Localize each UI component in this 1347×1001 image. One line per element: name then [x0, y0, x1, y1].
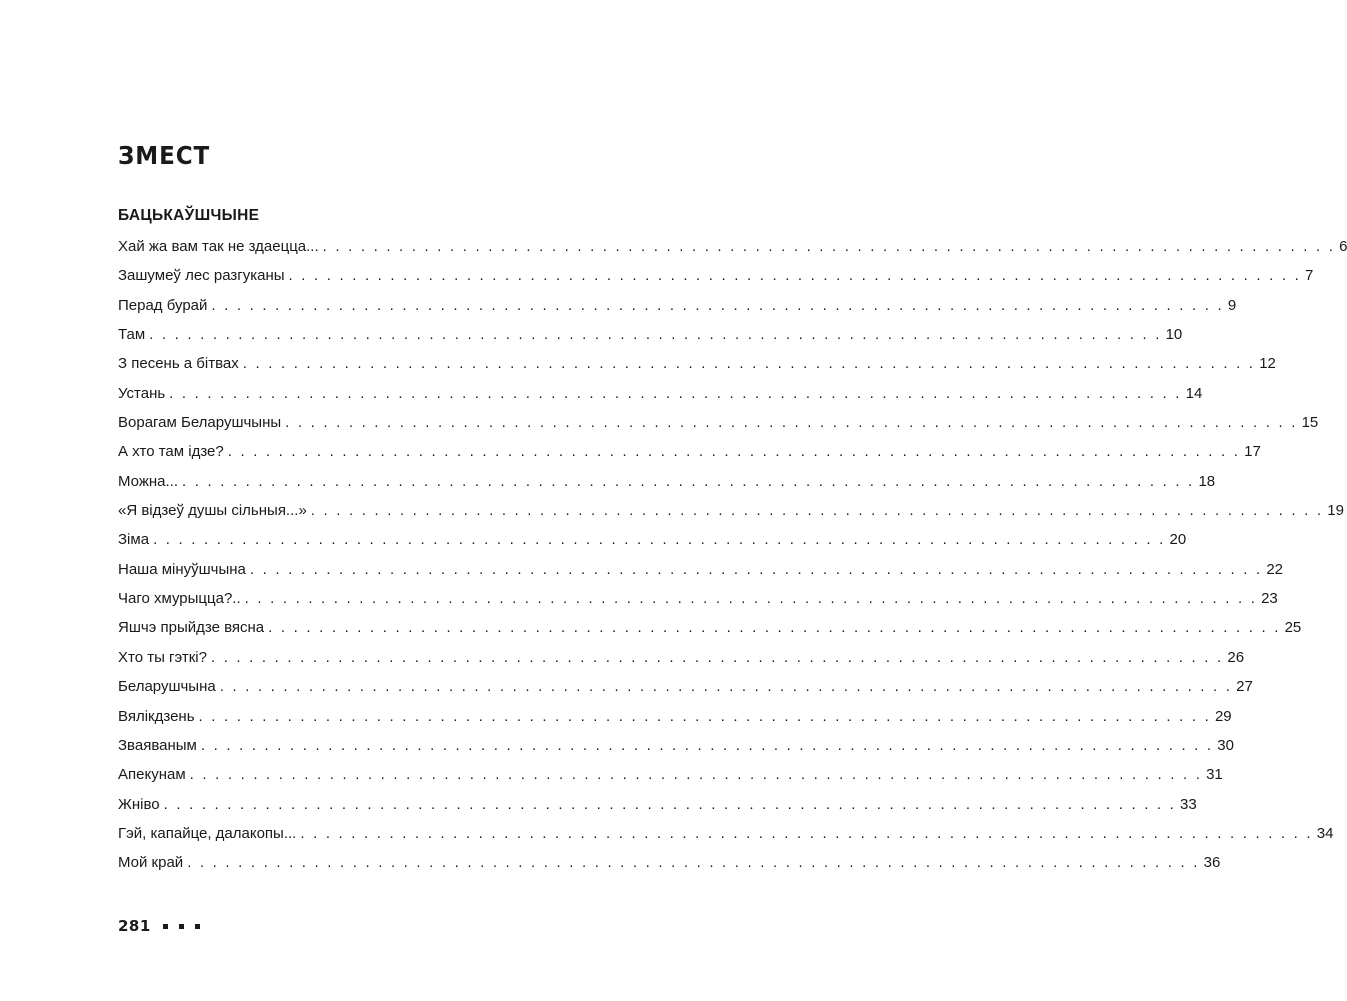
toc-entry	[118, 261, 1314, 290]
toc-entry-page: 15	[1301, 414, 1319, 432]
toc-entry-title: А хто там ідзе?	[118, 443, 224, 461]
toc-entry-title: Зашумеў лес разгуканы	[118, 267, 285, 285]
dot-icon	[195, 924, 200, 929]
toc-entry-page: 22	[1266, 560, 1284, 578]
toc-entry-page: 27	[1236, 678, 1253, 696]
page-number: 281	[118, 917, 151, 935]
dot-leader: . . . . . . . . . . . . . . . . . . . . . . . . . . . . . . . . . . . . . . . . . . . . . . . . . . . . . . . . . . . . . . . . . . . . . . . . . . . . . . . .	[169, 384, 1182, 402]
toc-entry	[118, 437, 1261, 466]
toc-entry	[118, 819, 1334, 848]
toc-entry	[118, 643, 1245, 672]
page-title: ЗМЕСТ	[118, 141, 211, 170]
toc-entry-title: Наша мінуўшчына	[118, 560, 246, 578]
toc-entry-title: Там	[118, 326, 146, 344]
toc-entry	[118, 408, 1319, 437]
dot-leader: . . . . . . . . . . . . . . . . . . . . . . . . . . . . . . . . . . . . . . . . . . . . . . . . . . . . . . . . . . . . . . . . . . . . . . . . . . . . . . . .	[227, 443, 1241, 461]
toc-entry-page: 25	[1284, 619, 1302, 637]
dot-leader: . . . . . . . . . . . . . . . . . . . . . . . . . . . . . . . . . . . . . . . . . . . . . . . . . . . . . . . . . . . . . . . . . . . . . . . . . . . . . . . .	[153, 531, 1166, 549]
toc-entry-page: 29	[1214, 707, 1232, 725]
dot-leader: . . . . . . . . . . . . . . . . . . . . . . . . . . . . . . . . . . . . . . . . . . . . . . . . . . . . . . . . . . . . . . . . . . . . . . . . . . . . . . . .	[310, 502, 1324, 520]
toc-entry-title: Мой край	[118, 854, 184, 872]
dot-leader: . . . . . . . . . . . . . . . . . . . . . . . . . . . . . . . . . . . . . . . . . . . . . . . . . . . . . . . . . . . . . . . . . . . . . . . . . . . . . . . .	[149, 326, 1162, 344]
toc-entry-title: Гэй, капайце, далакопы...	[118, 824, 297, 842]
dot-leader: . . . . . . . . . . . . . . . . . . . . . . . . . . . . . . . . . . . . . . . . . . . . . . . . . . . . . . . . . . . . . . . . . . . . . . . . . . . . . . . .	[285, 414, 1298, 432]
dot-icon	[179, 924, 184, 929]
toc-entry-page: 6	[1339, 238, 1347, 255]
dot-leader: . . . . . . . . . . . . . . . . . . . . . . . . . . . . . . . . . . . . . . . . . . . . . . . . . . . . . . . . . . . . . . . . . . . . . . . . . . . . . . . .	[198, 707, 1211, 725]
toc-entry-title: Хто ты гэткі?	[118, 648, 207, 666]
toc-entry	[118, 848, 1221, 877]
toc-entry-page: 23	[1261, 590, 1278, 608]
toc-entry-page: 30	[1217, 736, 1234, 754]
dot-leader: . . . . . . . . . . . . . . . . . . . . . . . . . . . . . . . . . . . . . . . . . . . . . . . . . . . . . . . . . . . . . . . . . . . . . . . . . . . . . . . .	[182, 472, 1195, 490]
page-footer	[118, 917, 200, 935]
toc-entry-page: 26	[1227, 648, 1245, 666]
toc-entry	[118, 790, 1197, 819]
dot-leader: . . . . . . . . . . . . . . . . . . . . . . . . . . . . . . . . . . . . . . . . . . . . . . . . . . . . . . . . . . . . . . . . . . . . . . . . . . . . . . . .	[249, 560, 1263, 578]
dot-leader: . . . . . . . . . . . . . . . . . . . . . . . . . . . . . . . . . . . . . . . . . . . . . . . . . . . . . . . . . . . . . . . . . . . . . . . . . . . . . . . .	[244, 590, 1258, 608]
toc-entry	[118, 379, 1203, 408]
dot-leader: . . . . . . . . . . . . . . . . . . . . . . . . . . . . . . . . . . . . . . . . . . . . . . . . . . . . . . . . . . . . . . . . . . . . . . . . . . . . . . . .	[210, 648, 1224, 666]
toc-entry	[118, 291, 1237, 320]
toc-entry-title: З песень а бітвах	[118, 355, 239, 373]
toc-entry	[118, 613, 1302, 642]
dot-leader: . . . . . . . . . . . . . . . . . . . . . . . . . . . . . . . . . . . . . . . . . . . . . . . . . . . . . . . . . . . . . . . . . . . . . . . . . . . . . . . .	[200, 736, 1214, 754]
toc-entry	[118, 525, 1187, 554]
toc-entry	[118, 584, 1278, 613]
toc-entry-page: 18	[1198, 472, 1216, 490]
dot-leader: . . . . . . . . . . . . . . . . . . . . . . . . . . . . . . . . . . . . . . . . . . . . . . . . . . . . . . . . . . . . . . . . . . . . . . . . . . . . . . . .	[219, 678, 1233, 696]
toc-entry-page: 19	[1327, 502, 1344, 520]
toc-entry-page: 20	[1169, 531, 1187, 549]
dot-leader: . . . . . . . . . . . . . . . . . . . . . . . . . . . . . . . . . . . . . . . . . . . . . . . . . . . . . . . . . . . . . . . . . . . . . . . . . . . . . . . .	[300, 824, 1313, 842]
toc-entry	[118, 702, 1232, 731]
toc-entry	[118, 232, 1347, 261]
toc-entry-title: Апекунам	[118, 766, 186, 784]
toc-entry-page: 7	[1304, 267, 1314, 285]
toc-entry-page: 17	[1244, 443, 1261, 461]
toc-entry	[118, 496, 1344, 525]
toc-entry-title: Хай жа вам так не здаецца...	[118, 238, 319, 255]
dot-leader: . . . . . . . . . . . . . . . . . . . . . . . . . . . . . . . . . . . . . . . . . . . . . . . . . . . . . . . . . . . . . . . . . . . . . . . . . . . . . . . .	[211, 296, 1224, 314]
toc-entry-title: Можна...	[118, 472, 178, 490]
table-of-contents	[118, 232, 1347, 878]
toc-entry-title: Беларушчына	[118, 678, 216, 696]
folio-dots-ornament	[163, 924, 200, 929]
toc-entry-title: «Я відзеў душы сільныя...»	[118, 502, 307, 520]
toc-entry	[118, 555, 1284, 584]
dot-leader: . . . . . . . . . . . . . . . . . . . . . . . . . . . . . . . . . . . . . . . . . . . . . . . . . . . . . . . . . . . . . . . . . . . . . . . . . . . . . . . .	[322, 238, 1336, 255]
section-title: БАЦЬКАЎШЧЫНЕ	[118, 207, 260, 224]
toc-entry-title: Перад бурай	[118, 296, 208, 314]
toc-entry-title: Зіма	[118, 531, 150, 549]
toc-entry	[118, 349, 1276, 378]
toc-entry-page: 10	[1165, 326, 1183, 344]
dot-leader: . . . . . . . . . . . . . . . . . . . . . . . . . . . . . . . . . . . . . . . . . . . . . . . . . . . . . . . . . . . . . . . . . . . . . . . . . . . . . . . .	[163, 795, 1177, 813]
toc-entry-page: 34	[1316, 824, 1334, 842]
toc-entry-title: Зваяваным	[118, 736, 197, 754]
toc-entry-page: 33	[1180, 795, 1197, 813]
toc-entry	[118, 731, 1234, 760]
toc-entry-title: Вялікдзень	[118, 707, 195, 725]
toc-entry-page: 14	[1185, 384, 1203, 402]
toc-entry-title: Чаго хмурыцца?..	[118, 590, 241, 608]
toc-entry-title: Ворагам Беларушчыны	[118, 414, 282, 432]
toc-entry	[118, 672, 1253, 701]
dot-leader: . . . . . . . . . . . . . . . . . . . . . . . . . . . . . . . . . . . . . . . . . . . . . . . . . . . . . . . . . . . . . . . . . . . . . . . . . . . . . . . .	[242, 355, 1256, 373]
dot-leader: . . . . . . . . . . . . . . . . . . . . . . . . . . . . . . . . . . . . . . . . . . . . . . . . . . . . . . . . . . . . . . . . . . . . . . . . . . . . . . . .	[288, 267, 1301, 285]
dot-icon	[163, 924, 168, 929]
toc-entry-page: 31	[1206, 766, 1223, 784]
toc-entry	[118, 760, 1223, 789]
toc-entry	[118, 467, 1216, 496]
toc-entry	[118, 320, 1183, 349]
dot-leader: . . . . . . . . . . . . . . . . . . . . . . . . . . . . . . . . . . . . . . . . . . . . . . . . . . . . . . . . . . . . . . . . . . . . . . . . . . . . . . . .	[187, 854, 1200, 872]
toc-entry-page: 36	[1203, 854, 1221, 872]
toc-entry-title: Яшчэ прыйдзе вясна	[118, 619, 265, 637]
toc-entry-title: Устань	[118, 384, 166, 402]
dot-leader: . . . . . . . . . . . . . . . . . . . . . . . . . . . . . . . . . . . . . . . . . . . . . . . . . . . . . . . . . . . . . . . . . . . . . . . . . . . . . . . .	[189, 766, 1203, 784]
dot-leader: . . . . . . . . . . . . . . . . . . . . . . . . . . . . . . . . . . . . . . . . . . . . . . . . . . . . . . . . . . . . . . . . . . . . . . . . . . . . . . . .	[268, 619, 1281, 637]
toc-entry-title: Жніво	[118, 795, 160, 813]
toc-entry-page: 12	[1259, 355, 1276, 373]
toc-entry-page: 9	[1227, 296, 1237, 314]
